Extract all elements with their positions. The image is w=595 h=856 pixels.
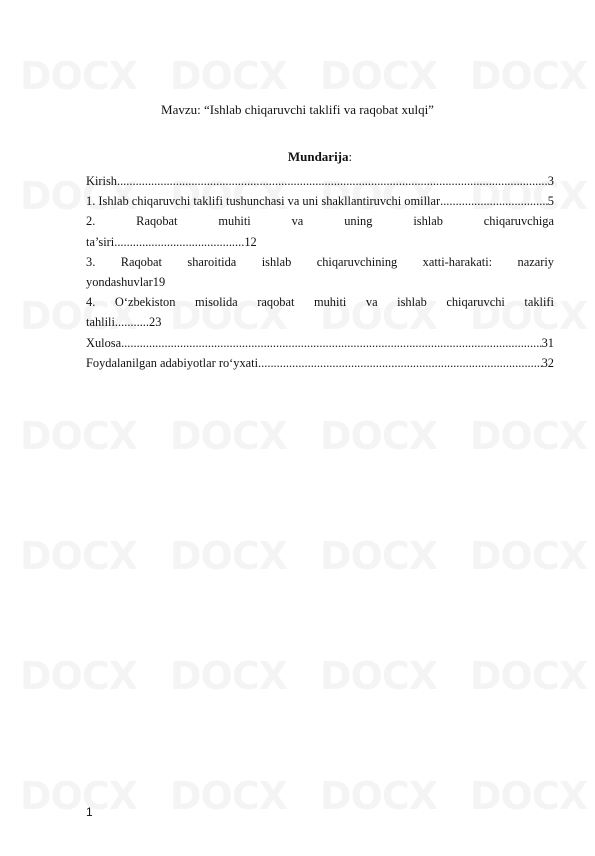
toc-entry-1[interactable] [86,191,554,211]
toc-leader-dots [121,333,542,353]
watermark-text [470,16,595,136]
toc-entry-text-line1: 3. Raqobat sharoitida ishlab chiqaruvchining xatti-harakati: nazariy [86,254,554,269]
toc-leader-dots [117,171,548,191]
toc-entry-text: yondashuvlar [86,275,153,290]
watermark-text [470,376,595,496]
watermark-text [170,376,320,496]
toc-entry-text-line1: 2. Raqobat muhiti va uning ishlab chiqaruvchiga [86,214,554,229]
watermark-text [320,496,470,616]
document-title: Mavzu: “Ishlab chiqaruvchi taklifi va raqobat xulqi” [161,102,434,117]
toc-entry-text: 1. Ishlab chiqaruvchi taklifi tushunchasi va uni shakllantiruvchi omillar [86,194,441,209]
toc-leader-dots: .......................................... [114,234,245,249]
table-of-contents [86,171,554,373]
toc-heading [86,149,554,165]
toc-entry-text: ta’siri [86,234,115,249]
toc-entry-2[interactable] [86,211,554,251]
toc-entry-text: tahlili [86,315,115,330]
toc-heading-colon: : [348,149,353,164]
toc-entry-4[interactable] [86,292,554,332]
watermark-text [20,496,170,616]
toc-entry-page: 32 [541,355,554,370]
watermark-text [20,736,170,856]
toc-entry-page: 19 [152,275,166,290]
toc-entry-text-line2 [86,232,554,252]
page-number: 1 [86,805,93,819]
watermark-text [20,16,170,136]
toc-entry-kirish[interactable] [86,171,554,191]
toc-entry-page: 5 [547,194,554,209]
watermark-text [20,376,170,496]
toc-entry-3[interactable] [86,252,554,292]
watermark-text [320,376,470,496]
toc-entry-page: 3 [547,174,554,188]
toc-entry-page: 12 [244,234,257,249]
watermark-text [170,616,320,736]
toc-leader-dots [440,191,548,211]
toc-entry-text-line2 [86,272,554,292]
watermark-text [470,496,595,616]
watermark-text [470,616,595,736]
watermark-text [470,736,595,856]
watermark-text [20,616,170,736]
watermark-text [320,616,470,736]
watermark-text [170,496,320,616]
watermark-text [170,16,320,136]
toc-entry-text-line2 [86,312,554,332]
watermark-text [320,736,470,856]
toc-entry-adabiyotlar[interactable] [86,353,554,373]
toc-entry-text: Xulosa [86,335,122,350]
toc-heading-label: Mundarija [287,149,349,164]
toc-entry-page: 23 [149,315,162,330]
toc-entry-text: Kirish [86,174,117,188]
watermark-text [170,736,320,856]
watermark-text [320,16,470,136]
toc-leader-dots [258,353,542,373]
toc-leader-dots: ........... [114,315,149,330]
toc-entry-xulosa[interactable] [86,333,554,353]
toc-entry-page: 31 [541,335,554,350]
toc-entry-text-line1: 4. O‘zbekiston misolida raqobat muhiti va ishlab chiqaruvchi taklifi [86,295,554,310]
toc-entry-text: Foydalanilgan adabiyotlar ro‘yxati [86,355,259,370]
